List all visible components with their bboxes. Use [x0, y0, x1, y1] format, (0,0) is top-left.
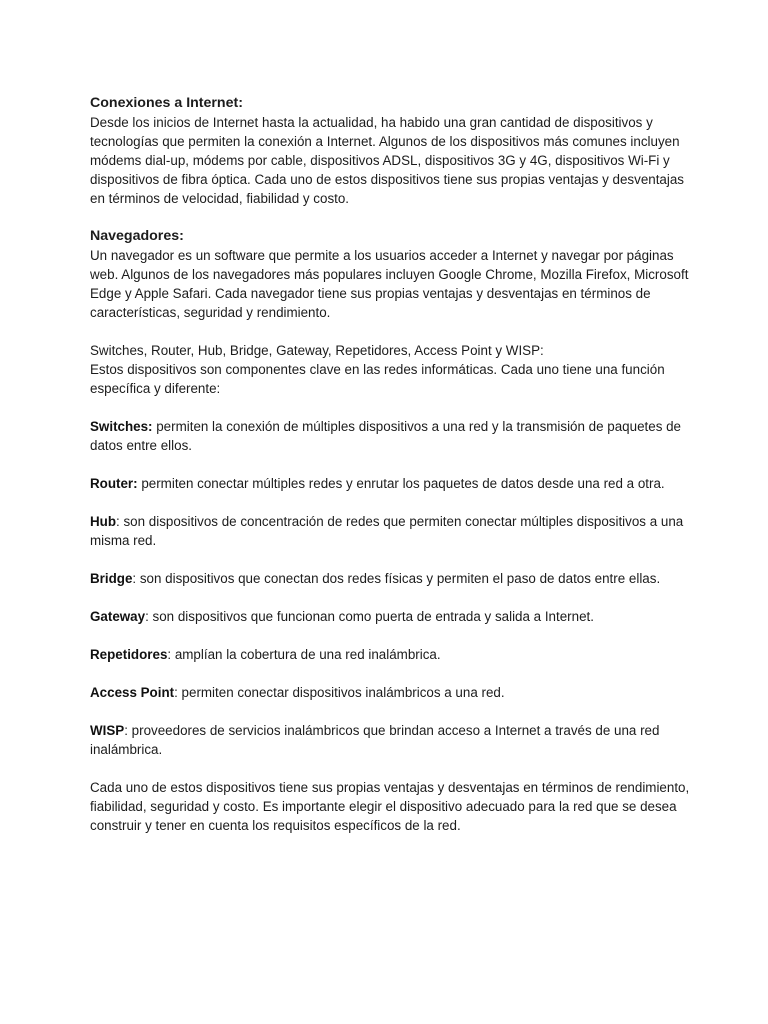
device-item-router [90, 474, 690, 493]
spacer [90, 455, 690, 474]
section-title-browsers: Navegadores: [90, 228, 184, 244]
device-item-wisp [90, 721, 690, 759]
device-term: Switches: [90, 419, 153, 434]
conclusion-paragraph: Cada uno de estos dispositivos tiene sus propias ventajas y desventajas en términos de rendimiento, fiabilidad, seguridad y costo. Es importante elegir el dispositivo adecuado para la red que se desea construir y tener en cuenta los requisitos específicos de la red. [90, 780, 690, 833]
device-description: permiten conectar múltiples redes y enrutar los paquetes de datos desde una red a otra. [137, 476, 665, 491]
device-description: : permiten conectar dispositivos inalámbricos a una red. [174, 685, 505, 700]
spacer [90, 664, 690, 683]
device-item-hub [90, 512, 690, 550]
devices-intro-text: Estos dispositivos son componentes clave en las redes informáticas. Cada uno tiene una función específica y diferente: [90, 362, 665, 396]
device-term: Access Point [90, 685, 175, 700]
devices-list-heading: Switches, Router, Hub, Bridge, Gateway, Repetidores, Access Point y WISP: [90, 343, 544, 358]
spacer [90, 626, 690, 645]
device-description: : son dispositivos de concentración de redes que permiten conectar múltiples dispositivos a una misma red. [90, 514, 684, 548]
document-page [90, 94, 690, 835]
device-term: Bridge [90, 571, 133, 586]
device-term: Hub [90, 514, 117, 529]
device-description: : amplían la cobertura de una red inalámbrica. [167, 647, 441, 662]
spacer [90, 702, 690, 721]
device-item-gateway [90, 607, 690, 626]
device-term: WISP [90, 723, 125, 738]
device-description: : son dispositivos que funcionan como puerta de entrada y salida a Internet. [145, 609, 594, 624]
device-description: : proveedores de servicios inalámbricos que brindan acceso a Internet a través de una red inalámbrica. [90, 723, 660, 757]
device-item-access-point [90, 683, 690, 702]
section-body-internet-connections: Desde los inicios de Internet hasta la actualidad, ha habido una gran cantidad de dispositivos y tecnologías que permiten la conexión a Internet. Algunos de los dispositivos más comunes incluyen módems dial-up, módems por cable, dispositivos ADSL, dispositivos 3G y 4G, dispositivos Wi-Fi y dispositivos de fibra óptica. Cada uno de estos dispositivos tiene sus propias ventajas y desventajas en términos de velocidad, fiabilidad y costo. [90, 115, 684, 206]
spacer [90, 588, 690, 607]
section-title-internet-connections: Conexiones a Internet: [90, 95, 243, 111]
device-term: Gateway [90, 609, 146, 624]
device-description: permiten la conexión de múltiples dispositivos a una red y la transmisión de paquetes de datos entre ellos. [90, 419, 682, 453]
spacer [90, 550, 690, 569]
device-item-repeaters [90, 645, 690, 664]
device-item-bridge [90, 569, 690, 588]
spacer [90, 208, 690, 227]
spacer [90, 493, 690, 512]
spacer [90, 398, 690, 417]
device-term: Router: [90, 476, 138, 491]
device-item-switches [90, 417, 690, 455]
spacer [90, 759, 690, 778]
device-term: Repetidores [90, 647, 168, 662]
device-description: : son dispositivos que conectan dos redes físicas y permiten el paso de datos entre ellas. [132, 571, 661, 586]
spacer [90, 322, 690, 341]
section-body-browsers: Un navegador es un software que permite a los usuarios acceder a Internet y navegar por páginas web. Algunos de los navegadores más populares incluyen Google Chrome, Mozilla Firefox, Microsoft Edge y Apple Safari. Cada navegador tiene sus propias ventajas y desventajas en términos de características, seguridad y rendimiento. [90, 248, 689, 320]
